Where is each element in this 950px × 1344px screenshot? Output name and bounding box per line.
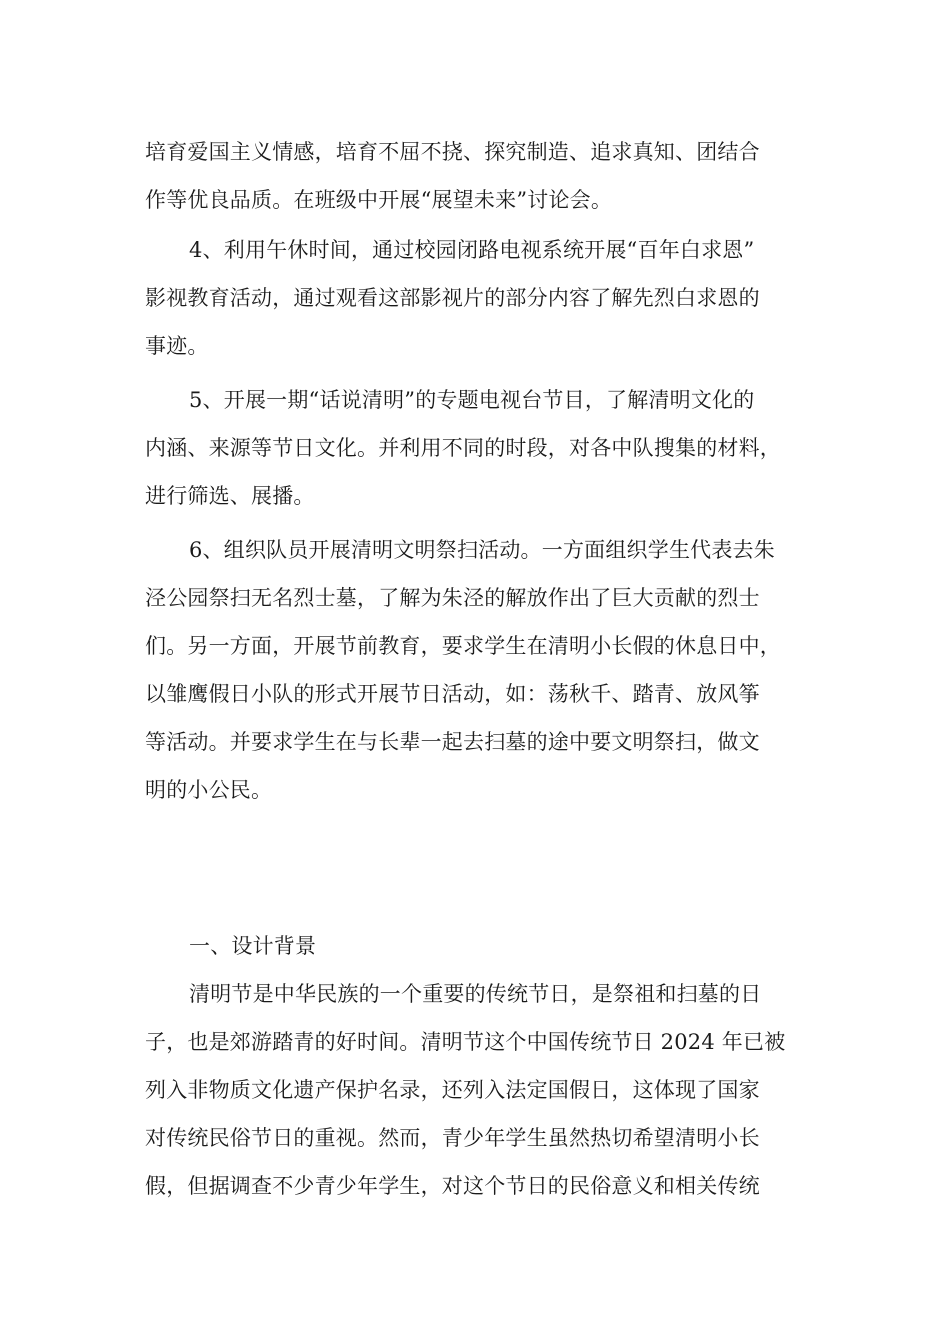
text-line: 子，也是郊游踏青的好时间。清明节这个中国传统节日 2024 年已被 [145, 1030, 786, 1054]
text-line: 进行筛选、展播。 [145, 484, 315, 508]
text-line: 对传统民俗节日的重视。然而，青少年学生虽然热切希望清明小长 [145, 1126, 760, 1150]
text-line: 假，但据调查不少青少年学生，对这个节日的民俗意义和相关传统 [145, 1174, 760, 1198]
text-line: 事迹。 [145, 334, 209, 358]
text-line: 4、利用午休时间，通过校园闭路电视系统开展“百年白求恩” [189, 238, 755, 262]
text-line: 5、开展一期“话说清明”的专题电视台节目，了解清明文化的 [189, 388, 755, 412]
text-line: 清明节是中华民族的一个重要的传统节日，是祭祖和扫墓的日 [189, 982, 762, 1006]
section-heading-text: 一、设计背景 [189, 934, 317, 958]
text-line: 6、组织队员开展清明文明祭扫活动。一方面组织学生代表去朱 [189, 538, 775, 562]
text-line: 等活动。并要求学生在与长辈一起去扫墓的途中要文明祭扫，做文 [145, 730, 760, 754]
text-line: 培育爱国主义情感，培育不屈不挠、探究制造、追求真知、团结合 [145, 140, 760, 164]
text-line: 泾公园祭扫无名烈士墓，了解为朱泾的解放作出了巨大贡献的烈士 [145, 586, 760, 610]
section-heading [145, 922, 810, 970]
text-line: 明的小公民。 [145, 778, 273, 802]
text-line: 列入非物质文化遗产保护名录，还列入法定国假日，这体现了国家 [145, 1078, 760, 1102]
text-line: 内涵、来源等节日文化。并利用不同的时段，对各中队搜集的材料， [145, 436, 781, 460]
paragraph-item-4 [145, 226, 810, 370]
paragraph-design-background [145, 970, 810, 1210]
paragraph-item-6 [145, 526, 810, 814]
text-line: 影视教育活动，通过观看这部影视片的部分内容了解先烈白求恩的 [145, 286, 760, 310]
text-line: 作等优良品质。在班级中开展“展望未来”讨论会。 [145, 188, 613, 212]
text-line: 们。另一方面，开展节前教育，要求学生在清明小长假的休息日中， [145, 634, 781, 658]
paragraph-continuation [145, 128, 810, 224]
paragraph-item-5 [145, 376, 810, 520]
text-line: 以雏鹰假日小队的形式开展节日活动，如：荡秋千、踏青、放风筝 [145, 682, 760, 706]
